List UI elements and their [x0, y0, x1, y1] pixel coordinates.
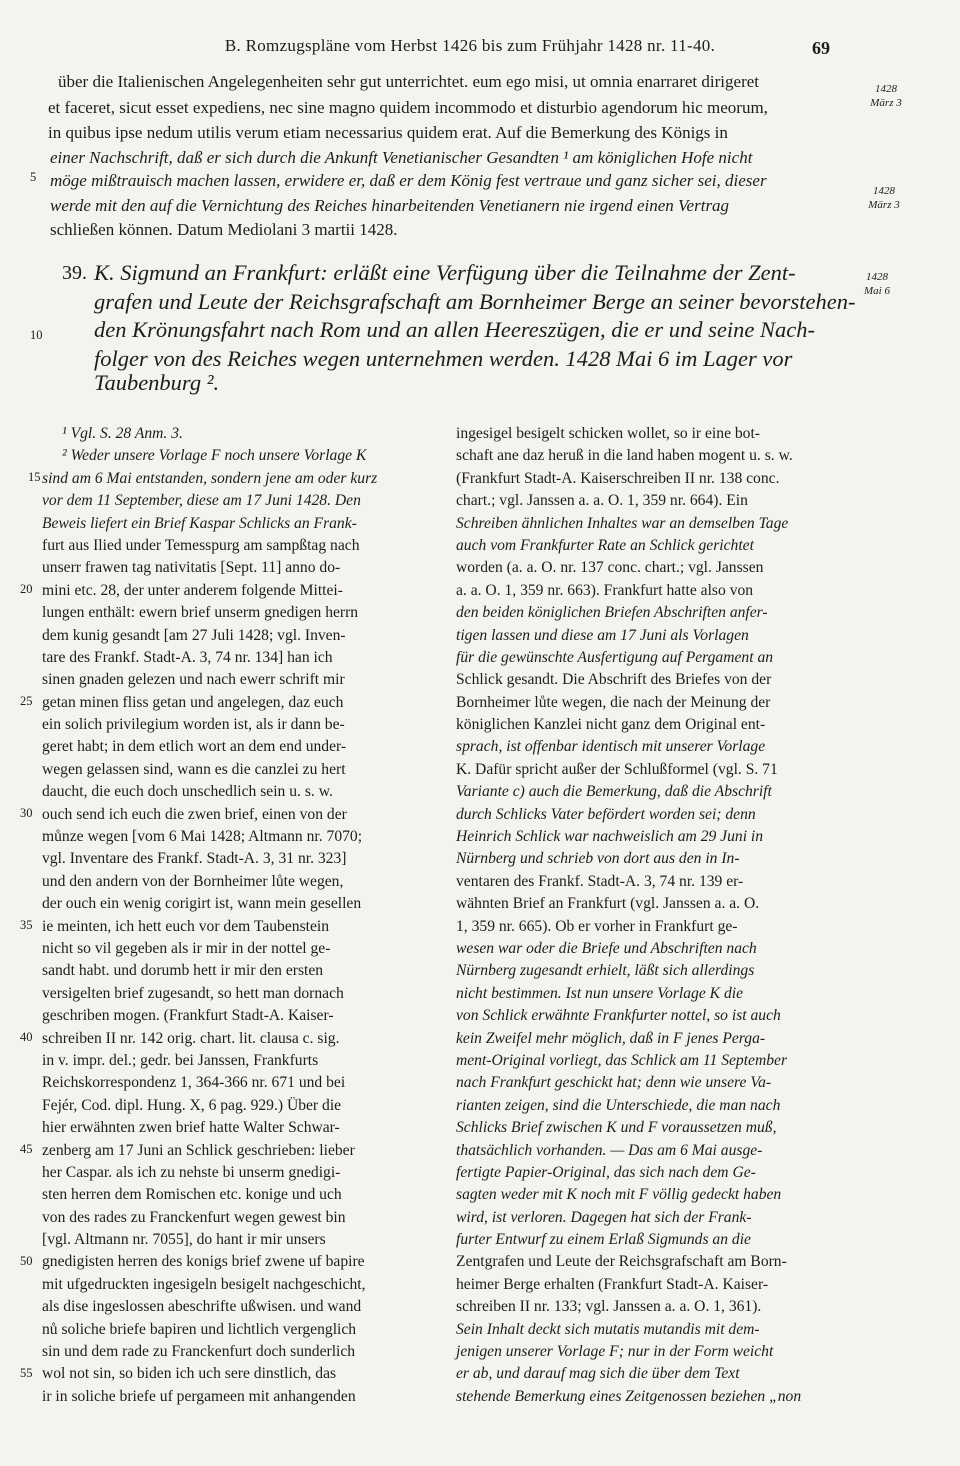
entry-line: grafen und Leute der Reichsgrafschaft am Bornheimer Berge an seiner bevorstehen-: [94, 289, 856, 314]
footnote-line: fertigte Papier-Original, das sich nach dem Ge-: [456, 1163, 756, 1181]
footnote-line: königlichen Kanzlei nicht ganz dem Original ent-: [456, 716, 766, 734]
footnote-line: Beweis liefert ein Brief Kaspar Schlicks an Frank-: [42, 514, 357, 532]
margin-year: 1428: [866, 271, 888, 283]
margin-month: März 3: [870, 97, 902, 109]
left-footnote-column: [42, 423, 442, 1408]
footnote-line: Zentgrafen und Leute der Reichsgrafschaft am Born-: [456, 1253, 787, 1271]
line-number: 5: [30, 170, 37, 184]
footnote-line: schreiben II nr. 142 orig. chart. lit. clausa c. sig.: [42, 1029, 340, 1047]
footnote-line: Schlicks Brief zwischen K und F voraussetzen muß,: [456, 1119, 777, 1137]
footnote-line: schaft ane daz heruß in die land haben mogent u. s. w.: [456, 447, 793, 465]
footnote-line: ² Weder unsere Vorlage F noch unsere Vorlage K: [62, 447, 367, 465]
footnote-line: er ab, und darauf mag sich die über dem Text: [456, 1365, 740, 1383]
footnote-line: sprach, ist offenbar identisch mit unserer Vorlage: [456, 738, 766, 756]
line-number: 55: [20, 1366, 33, 1380]
footnote-line: von des rades zu Franckenfurt wegen gewest bin: [42, 1208, 346, 1226]
footnote-line: lungen enthält: ewern brief unserm gnedigen herrn: [42, 604, 359, 622]
entry-margin-date: [860, 270, 894, 298]
footnote-line: ventaren des Frankf. Stadt-A. 3, 74 nr. 139 er-: [456, 872, 744, 890]
footnote-line: tigen lassen und diese am 17 Juni als Vorlagen: [456, 626, 749, 644]
footnote-line: ¹ Vgl. S. 28 Anm. 3.: [62, 425, 183, 442]
line-number: 20: [20, 582, 33, 596]
entry-line: folger von des Reiches wegen unternehmen werden. 1428 Mai 6 im Lager vor: [94, 346, 793, 371]
footnote-line: versigelten brief zugesandt, so hett man dornach: [42, 984, 344, 1002]
line-number: 10: [30, 328, 43, 342]
footnote-line: in v. impr. del.; gedr. bei Janssen, Frankfurts: [42, 1051, 319, 1069]
footnote-line: Reichskorrespondenz 1, 364-366 nr. 671 und bei: [42, 1074, 346, 1092]
footnote-line: wähnten Brief an Frankfurt (vgl. Janssen a. a. O.: [456, 895, 760, 913]
footnote-line: daucht, die euch doch unschedlich sein u. s. w.: [42, 783, 333, 801]
footnote-line: chart.; vgl. Janssen a. a. O. 1, 359 nr. 664). Ein: [456, 492, 748, 510]
footnote-line: zenberg am 17 Juni an Schlick geschrieben: lieber: [42, 1141, 355, 1159]
footnote-line: Schreiben ähnlichen Inhaltes war an demselben Tage: [456, 514, 789, 532]
footnote-line: ouch send ich euch die zwen brief, einen von der: [42, 805, 347, 823]
text-line: et faceret, sicut esset expediens, nec sine magno quidem incommodo et disturbio agendorum hic meorum,: [48, 98, 768, 117]
margin-year: 1428: [873, 185, 895, 197]
margin-month: Mai 6: [864, 285, 890, 297]
footnote-line: sandt habt. und dorumb hett ir mir den ersten: [42, 962, 324, 980]
margin-month: März 3: [868, 199, 900, 211]
footnote-line: dem kunig gesandt [am 27 Juli 1428; vgl. Inven-: [42, 626, 346, 644]
footnote-line: schreiben II nr. 133; vgl. Janssen a. a. O. 1, 361).: [456, 1298, 762, 1316]
footnote-line: wird, ist verloren. Dagegen hat sich der Frank-: [456, 1208, 752, 1226]
footnote-line: nicht bestimmen. Ist nun unsere Vorlage K die: [456, 984, 743, 1002]
footnote-line: sinen gnaden gelezen und nach ewerr schrift mir: [42, 671, 345, 689]
footnote-line: Bornheimer lůte wegen, die nach der Meinung der: [456, 693, 771, 711]
footnote-line: sind am 6 Mai entstanden, sondern jene am oder kurz: [42, 469, 378, 487]
line-number: 45: [20, 1142, 33, 1156]
entry-line: den Krönungsfahrt nach Rom und an allen Heereszügen, die er und seine Nach-: [94, 317, 815, 342]
footnote-line: der ouch ein wenig corigirt ist, wann mein gesellen: [42, 895, 362, 913]
text-line: möge mißtrauisch machen lassen, erwidere er, daß er dem König fest vertraue und ganz sicher sei, dieser: [50, 171, 767, 190]
footnote-line: als dise ingeslossen abeschrifte ußwisen. und wand: [42, 1298, 362, 1316]
footnote-line: mit ufgedruckten ingesigeln besigelt nachgeschicht,: [42, 1275, 366, 1293]
footnote-line: stehende Bemerkung eines Zeitgenossen beziehen „non: [456, 1387, 802, 1405]
footnote-line: ir in soliche briefe uf pergameen mit anhangenden: [42, 1387, 356, 1405]
line-number: 40: [20, 1030, 33, 1044]
footnote-line: Heinrich Schlick war nachweislich am 29 Juni in: [456, 828, 764, 846]
footnote-line: Variante c) auch die Bemerkung, daß die Abschrift: [456, 783, 772, 801]
margin-date-note: [866, 82, 906, 110]
footnote-line: tare des Frankf. Stadt-A. 3, 74 nr. 134] han ich: [42, 648, 333, 666]
footnote-line: nicht so vil gegeben als ir mir in der nottel ge-: [42, 939, 331, 957]
entry-number: 39.: [62, 262, 87, 284]
entry-line: Taubenburg ².: [94, 370, 220, 395]
footnote-line: nach Frankfurt geschickt hat; denn wie unsere Va-: [456, 1074, 772, 1092]
footnote-line: Fejér, Cod. dipl. Hung. X, 6 pag. 929.) Über die: [42, 1096, 342, 1114]
footnote-line: gnedigisten herren des konigs brief zwene uf bapire: [42, 1253, 365, 1271]
footnote-line: vor dem 11 September, diese am 17 Juni 1428. Den: [42, 492, 361, 510]
text-line: schließen können. Datum Mediolani 3 martii 1428.: [50, 220, 398, 239]
footnote-line: getan minen fliss getan und angelegen, daz euch: [42, 693, 344, 711]
page-number: 69: [812, 38, 830, 58]
footnote-line: 1, 359 nr. 665). Ob er vorher in Frankfurt ge-: [456, 917, 738, 935]
footnote-line: Sein Inhalt deckt sich mutatis mutandis mit dem-: [456, 1320, 760, 1338]
footnote-line: heimer Berge erhalten (Frankfurt Stadt-A. Kaiser-: [456, 1275, 769, 1293]
text-line: über die Italienischen Angelegenheiten sehr gut unterrichtet. eum ego misi, ut omnia enarraret dirigeret: [58, 72, 759, 91]
footnote-line: wesen war oder die Briefe und Abschriften nach: [456, 939, 757, 957]
margin-year: 1428: [875, 83, 897, 95]
entry-line: K. Sigmund an Frankfurt: erläßt eine Verfügung über die Teilnahme der Zent-: [94, 260, 796, 285]
margin-date-note: [858, 184, 910, 212]
footnote-line: [vgl. Altmann nr. 7055], do hant ir mir unsers: [42, 1231, 326, 1249]
line-number: 35: [20, 918, 33, 932]
text-line: in quibus ipse nedum utilis verum etiam necessarius quidem erat. Auf die Bemerkung des Königs in: [48, 123, 728, 142]
footnote-line: wegen gelassen sind, wann es die canzlei zu hert: [42, 760, 346, 778]
footnote-line: ein solich privilegium worden ist, als ir dann be-: [42, 716, 345, 734]
footnote-line: durch Schlicks Vater befördert worden sei; denn: [456, 805, 756, 823]
footnote-line: furter Entwurf zu einem Erlaß Sigmunds an die: [456, 1231, 751, 1249]
footnote-line: hier erwähnten zwen brief hatte Walter Schwar-: [42, 1119, 340, 1137]
line-number: 15: [28, 470, 41, 484]
footnote-line: Schlick gesandt. Die Abschrift des Briefes von der: [456, 671, 772, 689]
footnote-line: nů soliche briefe bapiren und lichtlich vergenglich: [42, 1320, 357, 1338]
footnote-line: sten herren dem Romischen etc. konige und uch: [42, 1186, 342, 1204]
footnote-line: vgl. Inventare des Frankf. Stadt-A. 3, 31 nr. 323]: [42, 850, 347, 868]
line-number: 50: [20, 1254, 33, 1268]
footnote-line: für die gewünschte Ausfertigung auf Pergament an: [456, 648, 774, 666]
footnote-line: von Schlick erwähnte Frankfurter nottel, so ist auch: [456, 1007, 781, 1025]
footnote-line: furt aus Ilied under Temesspurg am sampßtag nach: [42, 536, 360, 554]
footnote-line: ie meinten, ich hett euch vor dem Taubenstein: [42, 917, 330, 935]
footnote-line: her Caspar. als ich zu nehste bi unserm gnedigi-: [42, 1163, 341, 1181]
footnote-line: auch vom Frankfurter Rate an Schlick gerichtet: [456, 536, 754, 554]
right-footnote-column: [456, 423, 852, 1408]
footnote-line: worden (a. a. O. nr. 137 conc. chart.; vgl. Janssen: [456, 559, 764, 577]
footnote-line: geret habt; in dem etlich wort an dem end under-: [42, 738, 347, 756]
text-line: einer Nachschrift, daß er sich durch die Ankunft Venetianischer Gesandten ¹ am königlichen Hofe nicht: [50, 148, 753, 167]
line-number: 25: [20, 694, 33, 708]
footnote-line: sagten weder mit K noch mit F völlig gedeckt haben: [456, 1186, 782, 1204]
footnote-line: und den andern von der Bornheimer lůte wegen,: [42, 872, 344, 890]
footnote-line: a. a. O. 1, 359 nr. 663). Frankfurt hatte also von: [456, 581, 754, 599]
footnote-line: můnze wegen [vom 6 Mai 1428; Altmann nr. 7070;: [42, 828, 363, 846]
footnote-line: K. Dafür spricht außer der Schlußformel (vgl. S. 71: [456, 760, 778, 778]
footnote-line: ingesigel besigelt schicken wollet, so ir eine bot-: [456, 425, 761, 442]
footnote-line: thatsächlich vorhanden. — Das am 6 Mai ausge-: [456, 1141, 763, 1159]
footnote-line: wol not sin, so biden ich uch sere dinstlich, das: [42, 1365, 337, 1383]
running-title: B. Romzugspläne vom Herbst 1426 bis zum Frühjahr 1428 nr. 11-40.: [224, 36, 716, 55]
footnote-line: Nürnberg und schrieb von dort aus den in In-: [456, 850, 740, 868]
footnote-line: (Frankfurt Stadt-A. Kaiserschreiben II nr. 138 conc.: [456, 469, 780, 487]
footnote-line: Nürnberg zugesandt erhielt, läßt sich allerdings: [456, 962, 755, 980]
footnote-line: rianten zeigen, sind die Unterschiede, die man nach: [456, 1096, 781, 1114]
footnote-line: sin und dem rade zu Franckenfurt doch sunderlich: [42, 1343, 356, 1361]
footnote-line: mini etc. 28, der unter anderem folgende Mittei-: [42, 581, 343, 599]
footnote-line: kein Zweifel mehr möglich, daß in F jenes Perga-: [456, 1029, 766, 1047]
line-number: 30: [20, 806, 33, 820]
text-line: werde mit den auf die Vernichtung des Reiches hinarbeitenden Venetianern nie irgend einen Vertrag: [50, 196, 730, 215]
footnote-line: unserr frawen tag nativitatis [Sept. 11] anno do-: [42, 559, 341, 577]
footnote-line: den beiden königlichen Briefen Abschriften anfer-: [456, 604, 768, 622]
footnote-line: jenigen unserer Vorlage F; nur in der Form weicht: [456, 1343, 774, 1361]
footnote-line: ment-Original vorliegt, das Schlick am 11 September: [456, 1051, 788, 1069]
footnote-line: geschriben mogen. (Frankfurt Stadt-A. Kaiser-: [42, 1007, 334, 1025]
